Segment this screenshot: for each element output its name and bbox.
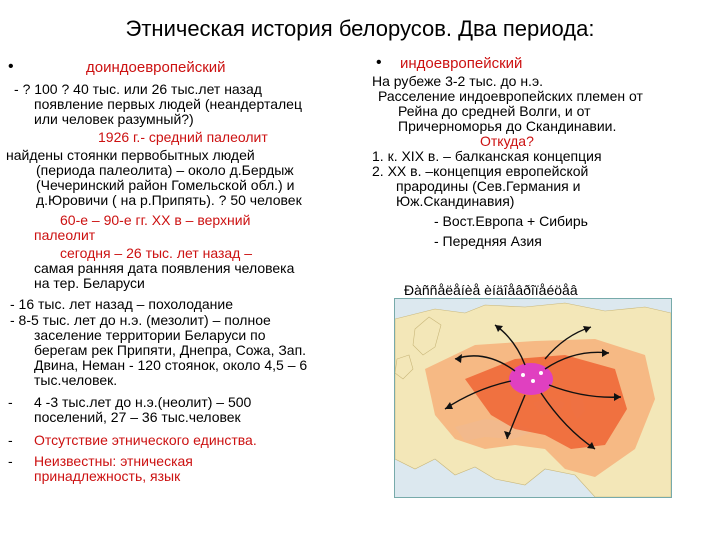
migration-map xyxy=(394,298,672,498)
right-bullet: • xyxy=(376,54,382,71)
left-item-6: - 16 тыс. лет назад – похолодание xyxy=(10,296,233,312)
left-heading: доиндоевропейский xyxy=(86,59,226,76)
right-heading: индоевропейский xyxy=(400,55,523,72)
left-item-10: - Неизвестны: этническая принадлежность, язык xyxy=(8,453,193,484)
left-item-4: 60-е – 90-е гг. XX в – верхний палеолит xyxy=(34,212,251,243)
left-bullet: • xyxy=(8,58,14,75)
left-item-1: - ? 100 ? 40 тыс. или 26 тыс.лет назад появление первых людей (неандерталец или человек разумный?) xyxy=(14,81,302,127)
left-item-8: - 4 -3 тыс.лет до н.э.(неолит) – 500 поселений, 27 – 36 тыс.человек xyxy=(8,394,252,425)
left-item-5: сегодня – 26 тыс. лет назад – самая ранняя дата появления человека на тер. Беларуси xyxy=(34,245,295,291)
left-item-3: найдены стоянки первобытных людей (периода палеолита) – около д.Бердыж (Чечеринский район Гомельской обл.) и д.Юровичи ( на р.Припять). ? 50 человек xyxy=(6,147,302,208)
right-text: На рубеже 3-2 тыс. до н.э. Расселение индоевропейских племен от Рейна до средней Волги, и от Причерноморья до Скандинавии. Откуда? 1. к. XIX в. – балканская концепция 2. XX в. –концепция европейской прародины (Сев.Германия и Юж.Скандинавия) - Вост.Европа + Сибирь - Передняя Азия xyxy=(372,73,643,249)
migration-map-illustration xyxy=(395,299,671,497)
slide-title: Этническая история белорусов. Два периода: xyxy=(125,16,595,41)
map-caption: Ðàññåëåíèå èíäîåâðîïåéöåâ xyxy=(404,282,578,298)
left-item-2: 1926 г.- средний палеолит xyxy=(98,129,268,145)
left-item-9: - Отсутствие этнического единства. xyxy=(8,432,257,448)
left-item-7: - 8-5 тыс. лет до н.э. (мезолит) – полное заселение территории Беларуси по берегам рек Припяти, Днепра, Сожа, Зап. Двина, Неман - 120 стоянок, около 4,5 – 6 тыс.человек. xyxy=(10,312,308,388)
